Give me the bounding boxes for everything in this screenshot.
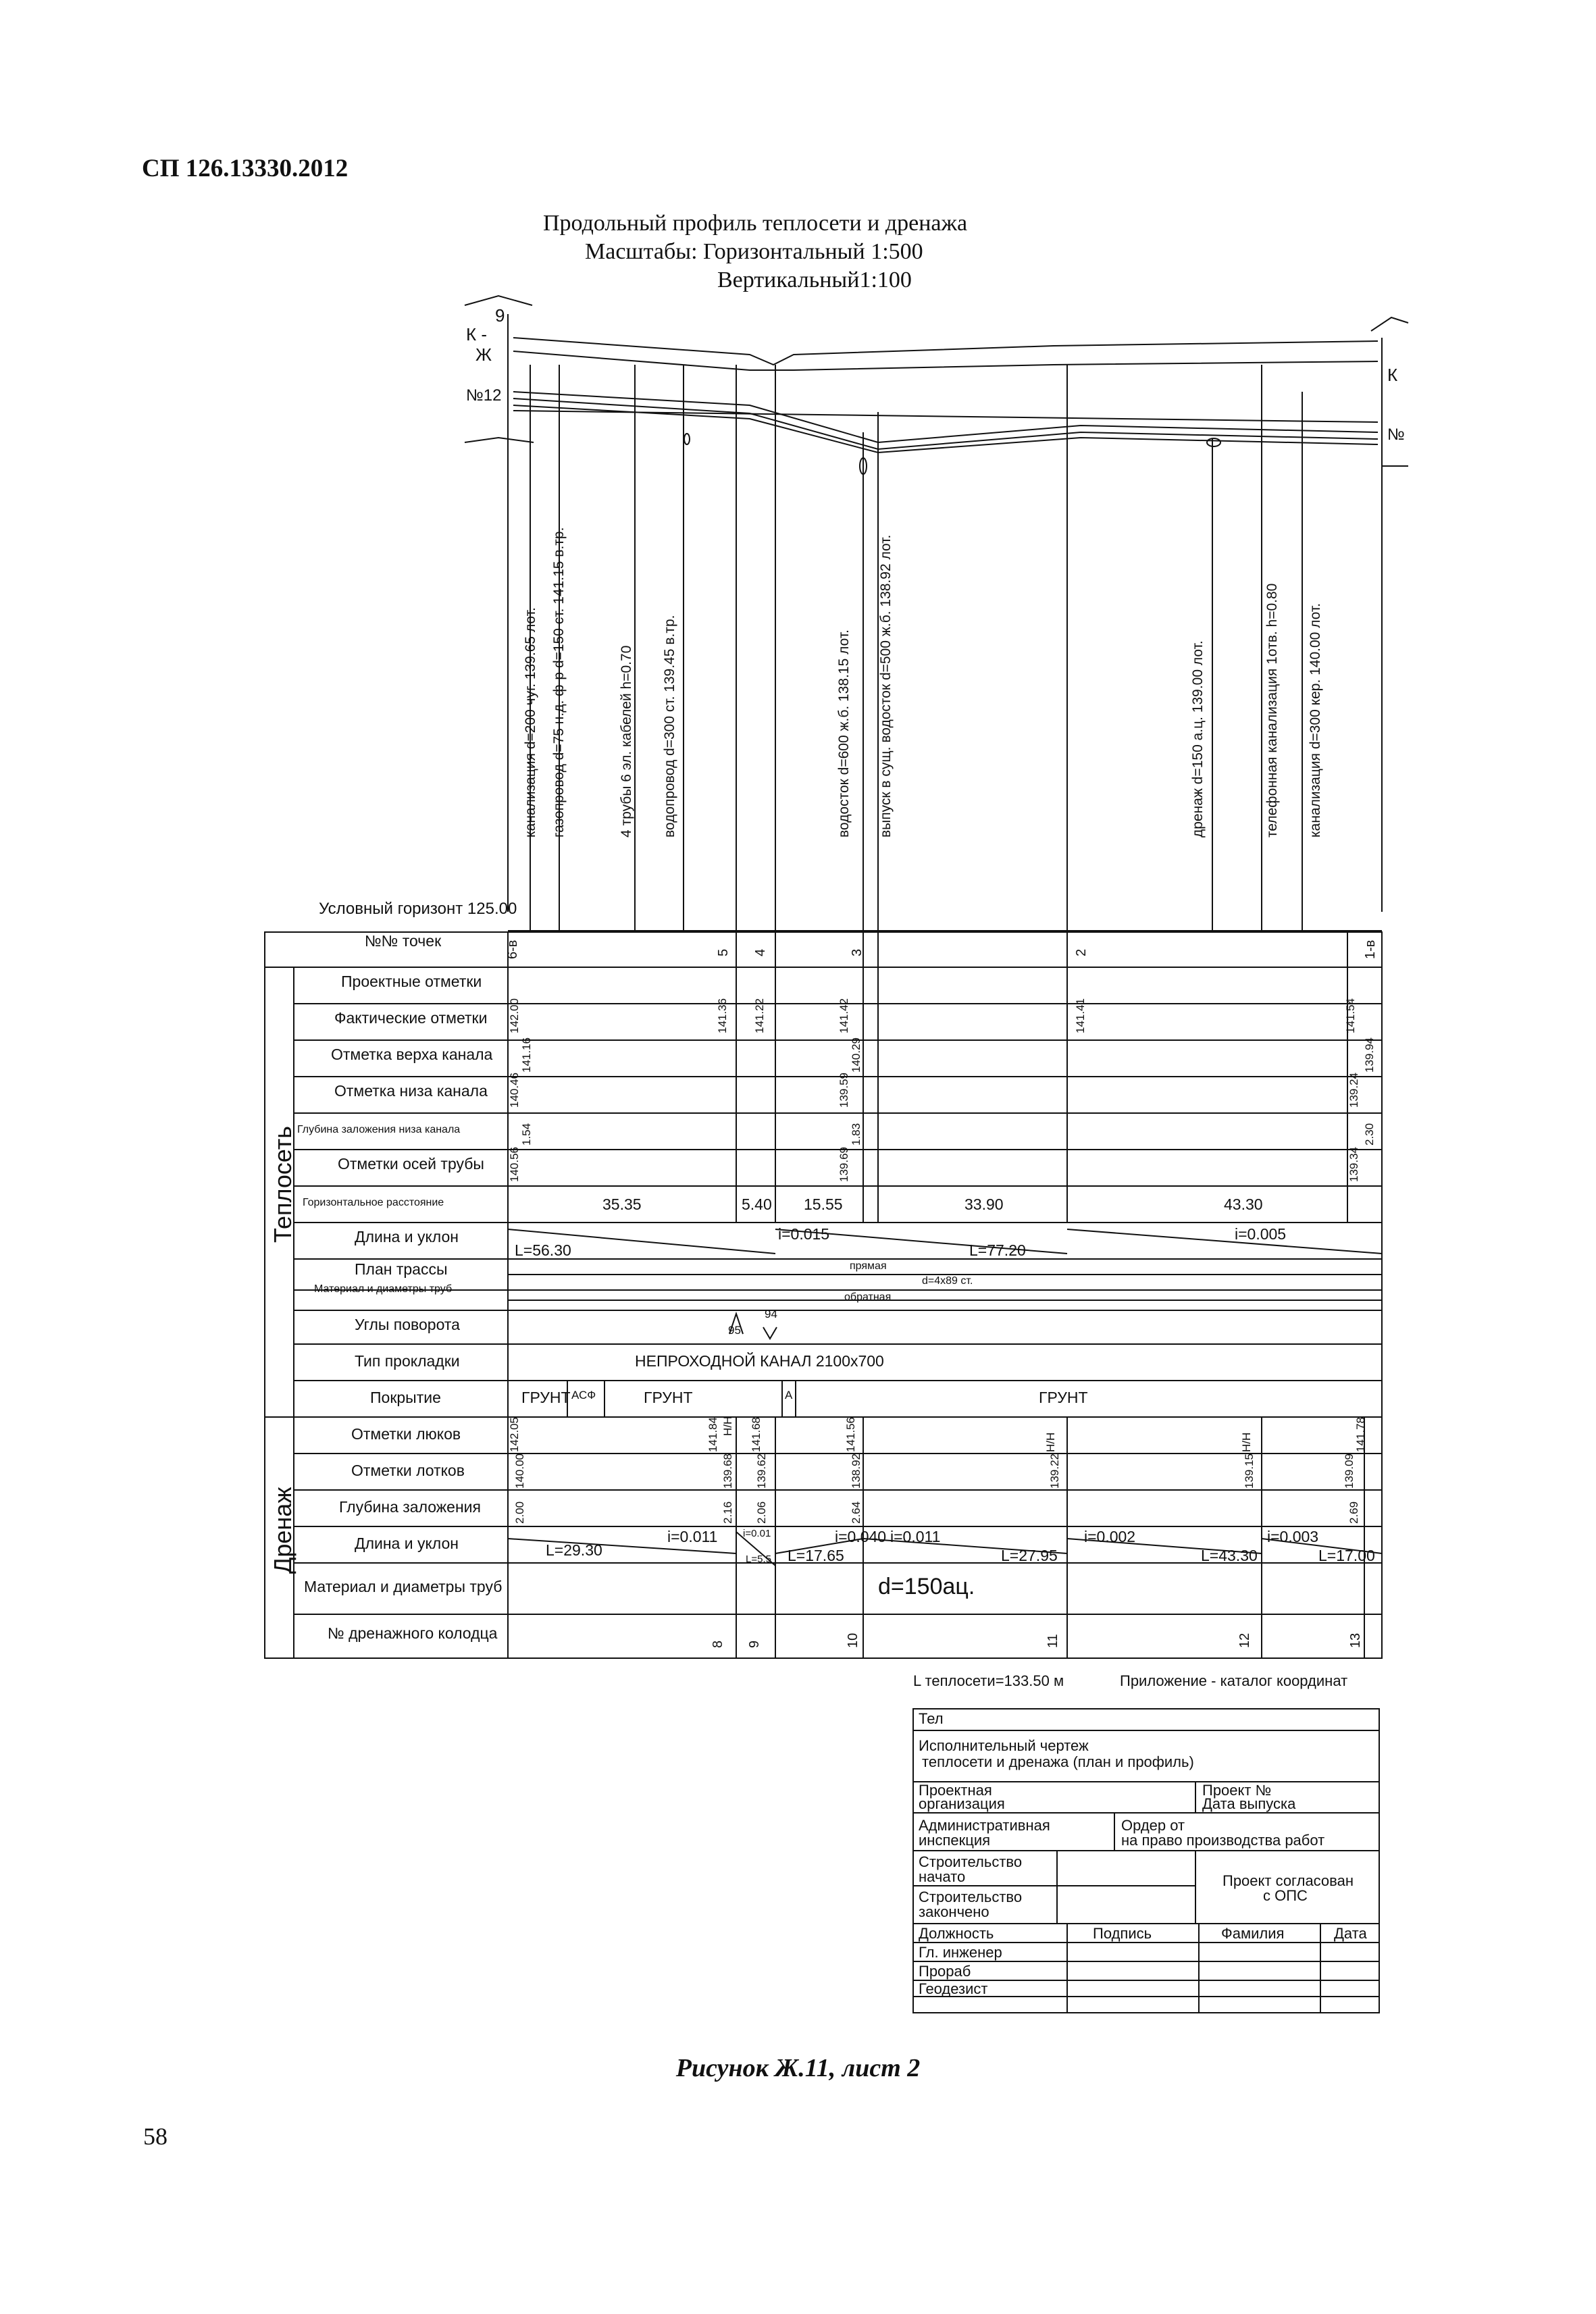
drawing-scale-horizontal: Масштабы: Горизонтальный 1:500 — [585, 239, 923, 264]
heat-network-length: L теплосети=133.50 м — [913, 1672, 1064, 1689]
section-heat-network: Теплосеть — [269, 1126, 297, 1243]
hatch-mark: Н/Н — [1044, 1432, 1057, 1452]
crossing-label: дренаж d=150 а.ц. 139.00 лот. — [1190, 640, 1206, 838]
cover-soil: ГРУНТ — [644, 1389, 693, 1406]
drain-well-number: 10 — [846, 1632, 860, 1648]
stamp-org: Проектная — [919, 1782, 992, 1799]
row-label: Горизонтальное расстояние — [303, 1197, 444, 1208]
row-label: № дренажного колодца — [328, 1624, 498, 1642]
stamp-row-foreman: Прораб — [919, 1963, 971, 1980]
row-label: Отметка низа канала — [334, 1082, 488, 1100]
point-number: 2 — [1074, 948, 1089, 956]
crossing-label: водосток d=600 ж.б. 138.15 лот. — [836, 629, 852, 838]
distance-value: 35.35 — [602, 1195, 642, 1213]
channel-bottom-mark: 139.24 — [1347, 1073, 1360, 1108]
row-label: Фактические отметки — [334, 1009, 488, 1027]
drain-slope: i=0.011 — [667, 1528, 718, 1545]
stamp-title-line1: Исполнительный чертеж — [919, 1737, 1089, 1754]
row-label: Проектные отметки — [341, 973, 482, 990]
hatch-mark: 141.84 — [706, 1417, 719, 1452]
page-number: 58 — [143, 2123, 168, 2150]
slope-value: i=0.015 — [778, 1225, 830, 1243]
stamp-order: Ордер от — [1121, 1817, 1185, 1834]
fact-mark: 141.54 — [1344, 998, 1357, 1033]
drain-well-number: 13 — [1348, 1632, 1363, 1648]
drain-slope: i=0.002 — [1084, 1528, 1136, 1545]
drain-depth: 2.06 — [755, 1501, 768, 1524]
stamp-title-line2: теплосети и дренажа (план и профиль) — [922, 1753, 1194, 1770]
pipe-material: d=4x89 ст. — [922, 1275, 973, 1287]
stamp-agreed-2: с ОПС — [1263, 1887, 1308, 1904]
channel-bottom-mark: 140.46 — [508, 1073, 521, 1108]
pipe-axis-mark: 139.34 — [1347, 1147, 1360, 1182]
drain-depth: 2.16 — [721, 1501, 734, 1524]
channel-bottom-mark: 139.59 — [838, 1073, 850, 1108]
stamp-project-no: Проект № — [1202, 1782, 1272, 1799]
fact-mark: 141.36 — [716, 998, 729, 1033]
stamp-tel: Тел — [919, 1710, 944, 1727]
fact-mark: 141.41 — [1074, 998, 1087, 1033]
cover-soil: ГРУНТ — [521, 1389, 571, 1406]
hatch-mark: 141.56 — [844, 1417, 857, 1452]
stamp-order-2: на право производства работ — [1121, 1832, 1325, 1849]
cover-soil: ГРУНТ — [1039, 1389, 1088, 1406]
distance-value: 33.90 — [964, 1195, 1004, 1213]
fact-mark: 142.00 — [508, 998, 521, 1033]
crossing-label: телефонная канализация 1отв. h=0.80 — [1264, 583, 1280, 838]
point-number: 6-в — [505, 940, 520, 959]
right-marker-letter: К — [1387, 365, 1398, 385]
drain-well-number: 11 — [1046, 1634, 1060, 1648]
datum-label: Условный горизонт 125.00 — [319, 900, 517, 918]
drain-well-number: 8 — [711, 1640, 725, 1648]
channel-top-mark: 139.94 — [1363, 1037, 1376, 1073]
turn-angle: 95 — [728, 1324, 741, 1337]
stamp-col-signature: Подпись — [1093, 1925, 1152, 1942]
row-label-points: №№ точек — [365, 932, 442, 950]
slope-value: i=0.005 — [1235, 1225, 1287, 1243]
channel-depth: 1.54 — [520, 1123, 533, 1146]
drain-slope: i=0.01 — [743, 1528, 771, 1539]
point-number: 1-в — [1363, 940, 1378, 959]
stamp-agreed: Проект согласован — [1222, 1872, 1354, 1889]
distance-value: 5.40 — [742, 1195, 772, 1213]
fact-mark: 141.22 — [753, 998, 766, 1033]
tray-mark: 139.15 — [1243, 1454, 1256, 1489]
drawing-title: Продольный профиль теплосети и дренажа — [543, 211, 968, 236]
turn-angle: 94 — [765, 1308, 777, 1320]
distance-value: 43.30 — [1224, 1195, 1263, 1213]
tray-mark: 138.92 — [850, 1454, 863, 1489]
crossing-label: выпуск в сущ. водосток d=500 ж.б. 138.92 лот. — [878, 534, 894, 838]
fact-mark: 141.42 — [838, 998, 850, 1033]
row-label: Длина и уклон — [355, 1228, 459, 1245]
drain-slope: i=0.011 — [890, 1528, 941, 1545]
channel-top-mark: 141.16 — [520, 1037, 533, 1073]
drawing-scale-vertical: Вертикальный1:100 — [717, 267, 912, 292]
hatch-mark: Н/Н — [721, 1416, 734, 1436]
tray-mark: 140.00 — [513, 1454, 526, 1489]
point-number: 4 — [753, 948, 768, 956]
stamp-admin: Административная — [919, 1817, 1050, 1834]
figure-caption: Рисунок Ж.11, лист 2 — [675, 2054, 921, 2082]
point-number: 5 — [716, 948, 731, 956]
hatch-mark: 141.78 — [1354, 1417, 1367, 1452]
right-marker-code: № — [1387, 426, 1405, 444]
hatch-mark: 141.68 — [750, 1417, 763, 1452]
channel-top-mark: 140.29 — [850, 1037, 863, 1073]
drain-slope: i=0.003 — [1267, 1528, 1319, 1545]
crossing-label: канализация d=200 чуг. 139.65 лот. — [523, 607, 538, 838]
cover-asphalt: А — [785, 1389, 793, 1402]
row-label: Покрытие — [370, 1389, 441, 1406]
hatch-mark: 142.05 — [508, 1417, 521, 1452]
tray-mark: 139.09 — [1343, 1454, 1356, 1489]
appendix-note: Приложение - каталог координат — [1120, 1672, 1348, 1689]
pipe-axis-mark: 139.69 — [838, 1147, 850, 1182]
left-marker-letter-2: Ж — [475, 344, 492, 365]
drain-slope: i=0.040 — [835, 1528, 887, 1545]
drain-length: L=17.65 — [788, 1547, 844, 1564]
channel-depth: 2.30 — [1363, 1123, 1376, 1146]
row-label: Глубина заложения — [339, 1498, 481, 1516]
stamp-col-date: Дата — [1334, 1925, 1367, 1942]
stamp-col-surname: Фамилия — [1221, 1925, 1285, 1942]
row-label: Отметки осей трубы — [338, 1155, 484, 1173]
length-value: L=77.20 — [969, 1241, 1026, 1259]
plan-straight: прямая — [850, 1260, 887, 1272]
row-label: План трассы — [355, 1260, 448, 1278]
distance-value: 15.55 — [804, 1195, 843, 1213]
channel-depth: 1.83 — [850, 1123, 863, 1146]
stamp-end: Строительство — [919, 1888, 1023, 1905]
row-label: Длина и уклон — [355, 1535, 459, 1552]
row-label: Материал и диаметры труб — [314, 1283, 453, 1295]
drain-depth: 2.64 — [850, 1501, 863, 1524]
drain-material: d=150ац. — [878, 1574, 975, 1599]
hatch-mark: Н/Н — [1240, 1432, 1253, 1452]
crossing-label: 4 трубы 6 эл. кабелей h=0.70 — [619, 645, 634, 838]
stamp-org-2: организация — [919, 1795, 1005, 1812]
tray-mark: 139.68 — [721, 1454, 734, 1489]
section-drainage: Дренаж — [269, 1487, 297, 1574]
stamp-col-position: Должность — [919, 1925, 994, 1942]
drain-well-number: 9 — [747, 1640, 762, 1648]
plan-reverse: обратная — [844, 1291, 892, 1303]
stamp-issue-date: Дата выпуска — [1202, 1795, 1296, 1812]
stamp-admin-2: инспекция — [919, 1832, 991, 1849]
row-label: Углы поворота — [355, 1316, 460, 1333]
stamp-start: Строительство — [919, 1853, 1023, 1870]
point-number: 3 — [850, 948, 865, 956]
drain-length: L=43.30 — [1201, 1547, 1258, 1564]
drain-length: L=27.95 — [1001, 1547, 1058, 1564]
cover-asphalt: АСФ — [571, 1389, 596, 1402]
stamp-row-chief-engineer: Гл. инженер — [919, 1944, 1002, 1961]
left-marker-code: №12 — [466, 386, 502, 405]
tray-mark: 139.62 — [755, 1454, 768, 1489]
row-label: Материал и диаметры труб — [304, 1578, 503, 1595]
row-label: Тип прокладки — [355, 1352, 460, 1370]
stamp-row-surveyor: Геодезист — [919, 1980, 988, 1997]
drain-depth: 2.69 — [1347, 1501, 1360, 1524]
row-label: Отметки люков — [351, 1425, 461, 1443]
drain-length: L=17.00 — [1318, 1547, 1375, 1564]
left-marker-letter: К - — [466, 324, 488, 344]
crossing-label: канализация d=300 кер. 140.00 лот. — [1308, 602, 1323, 838]
tray-mark: 139.22 — [1048, 1454, 1061, 1489]
drain-length: L=5.5 — [746, 1553, 771, 1565]
drain-length: L=29.30 — [546, 1541, 602, 1559]
row-label: Отметки лотков — [351, 1462, 465, 1479]
stamp-start-2: начато — [919, 1868, 966, 1885]
drain-depth: 2.00 — [513, 1501, 526, 1524]
crossing-label: газопровод d=75 н.д. ф-р d=150 ст. 141.15 в.тр. — [551, 527, 567, 838]
crossing-label: водопровод d=300 ст. 139.45 в.тр. — [662, 615, 677, 838]
stamp-end-2: закончено — [919, 1903, 989, 1920]
pipe-axis-mark: 140.56 — [508, 1147, 521, 1182]
laying-type: НЕПРОХОДНОЙ КАНАЛ 2100x700 — [635, 1352, 884, 1370]
row-label: Глубина заложения низа канала — [297, 1124, 461, 1135]
left-marker-number: 9 — [495, 305, 505, 326]
drain-well-number: 12 — [1237, 1632, 1252, 1648]
row-label: Отметка верха канала — [331, 1046, 493, 1063]
document-code: СП 126.13330.2012 — [142, 155, 349, 182]
length-value: L=56.30 — [515, 1241, 571, 1259]
